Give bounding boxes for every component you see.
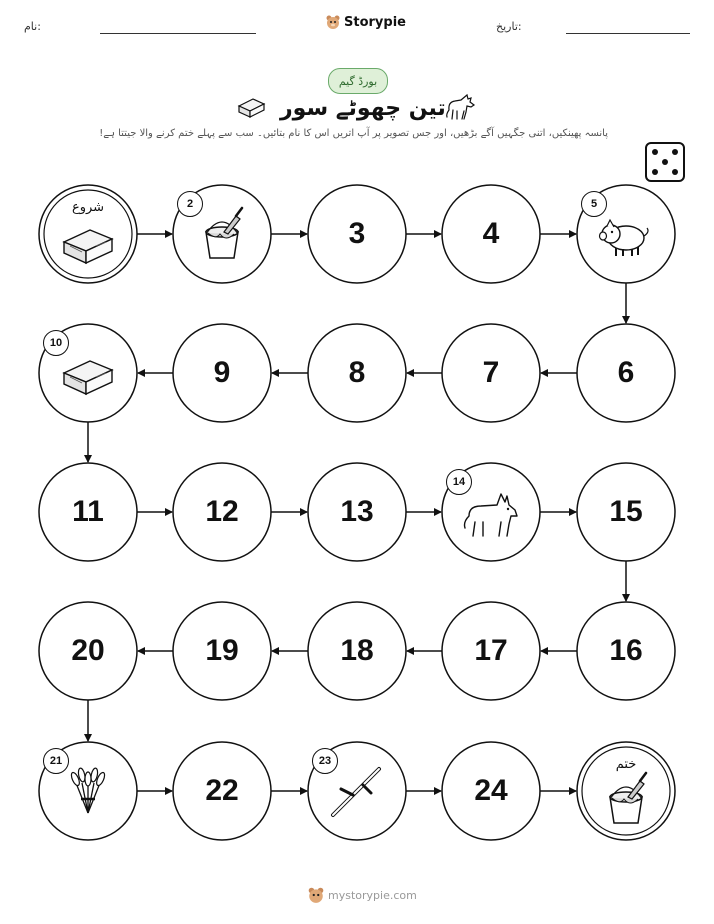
space-number: 7 xyxy=(482,356,500,389)
space-number: 6 xyxy=(617,356,635,389)
space-number: 9 xyxy=(213,356,231,389)
space-number-badge: 21 xyxy=(43,748,69,774)
space-number: 8 xyxy=(348,356,366,389)
space-number: 20 xyxy=(71,634,105,667)
instructions: پانسہ پھینکیں، اتنی جگہیں آگے بڑھیں، اور جس تصویر پر آپ اتریں اس کا نام بتائیں۔ سب سے پہلے ختم کرنے والا جیتتا ہے! xyxy=(99,128,608,139)
date-label: تاریخ: xyxy=(496,20,522,33)
finish-label: ختم xyxy=(615,757,637,772)
space-number: 13 xyxy=(340,495,374,528)
brand-name: Storypie xyxy=(344,14,406,30)
footer xyxy=(308,886,417,904)
space-number: 18 xyxy=(340,634,374,667)
storypie-bear-icon xyxy=(308,886,324,904)
space-number: 4 xyxy=(482,217,500,250)
space-number: 19 xyxy=(205,634,239,667)
space-number-badge: 14 xyxy=(446,469,472,495)
space-number: 22 xyxy=(205,774,239,807)
name-label: نام: xyxy=(24,20,41,33)
space-number-badge: 23 xyxy=(312,748,338,774)
start-label: شروع xyxy=(71,200,105,215)
footer-url: mystorypie.com xyxy=(328,888,417,902)
space-number-badge: 5 xyxy=(581,191,607,217)
space-number: 12 xyxy=(205,495,239,528)
space-number: 24 xyxy=(474,774,508,807)
space-number: 3 xyxy=(348,217,366,250)
board-game-badge: بورڈ گیم xyxy=(328,68,388,94)
page-title: تین چھوٹے سور xyxy=(280,96,446,121)
space-number: 16 xyxy=(609,634,643,667)
space-number-badge: 2 xyxy=(177,191,203,217)
space-number-badge: 10 xyxy=(43,330,69,356)
space-number: 11 xyxy=(72,495,104,528)
space-number: 15 xyxy=(609,495,643,528)
space-number: 17 xyxy=(474,634,508,667)
